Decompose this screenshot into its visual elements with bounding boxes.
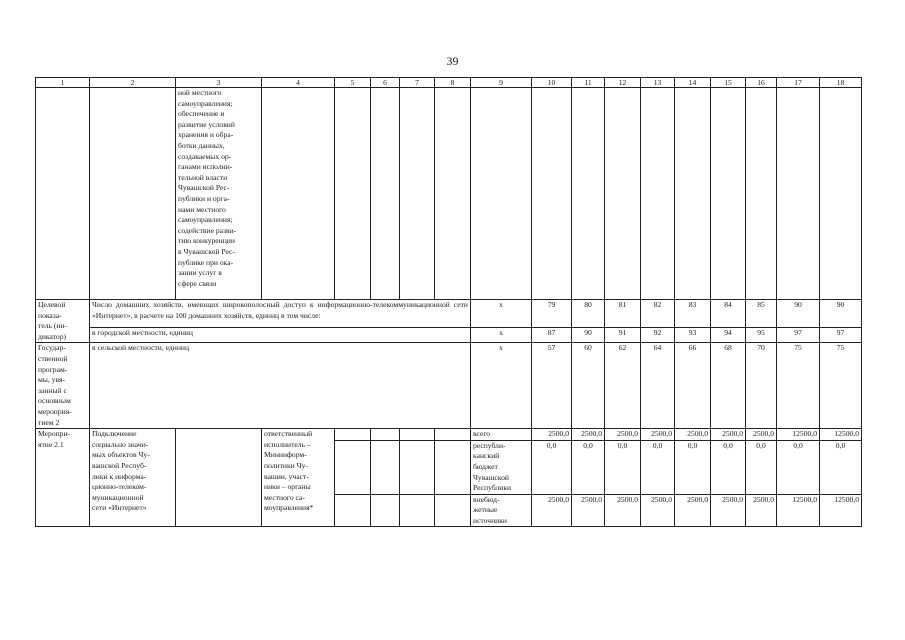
text-line: жетные — [473, 505, 498, 515]
text-line: мы, увя- — [38, 375, 66, 385]
funding-source-cell — [471, 429, 532, 441]
text-line: бюджет — [473, 461, 498, 471]
value-cell: 2500,0 — [711, 494, 746, 527]
column-header: 13 — [641, 78, 675, 88]
empty-cell — [400, 440, 435, 494]
value-cell: 91 — [605, 328, 641, 343]
value-cell: 0,0 — [532, 440, 572, 494]
column-header: 16 — [746, 78, 777, 88]
value-cell: 0,0 — [746, 440, 777, 494]
value-cell: 2500,0 — [711, 429, 746, 441]
text-line: ятие 2.1 — [38, 439, 64, 449]
empty-cell — [777, 88, 820, 300]
text-line: Меропри- — [38, 429, 71, 439]
text-line: зании услуг в — [178, 268, 222, 278]
activity-title-cell — [90, 429, 176, 527]
value-cell: 0,0 — [777, 440, 820, 494]
empty-cell — [532, 88, 572, 300]
value-cell: 80 — [572, 300, 605, 328]
value-cell: 12500,0 — [777, 494, 820, 527]
column-header: 1 — [36, 78, 90, 88]
text-line: показа- — [38, 310, 62, 320]
empty-cell — [400, 494, 435, 527]
empty-cell — [400, 88, 435, 300]
column-header: 9 — [471, 78, 532, 88]
value-cell: 90 — [777, 300, 820, 328]
value-cell: 2500,0 — [572, 494, 605, 527]
program-table — [35, 77, 862, 527]
empty-cell — [711, 88, 746, 300]
text-line: местного са- — [264, 492, 305, 502]
text-line: содействие разви- — [178, 225, 237, 235]
funding-source-cell — [471, 440, 532, 494]
text-line: социально значи- — [92, 439, 149, 449]
value-cell: 57 — [532, 343, 572, 429]
value-cell: 12500,0 — [820, 429, 862, 441]
text-line: ственной — [38, 353, 68, 363]
text-line: тель (ин- — [38, 321, 68, 331]
indicator-label-cell — [36, 343, 90, 429]
text-line: занный с — [38, 385, 67, 395]
value-cell: 95 — [746, 328, 777, 343]
text-line: сети «Интернет» — [92, 503, 147, 513]
text-line: муникационной — [92, 492, 144, 502]
value-cell: 79 — [532, 300, 572, 328]
value-cell: 87 — [532, 328, 572, 343]
value-cell: 85 — [746, 300, 777, 328]
text-line: канский — [473, 451, 500, 461]
text-line: тию конкуренции — [178, 236, 235, 246]
value-cell: 60 — [572, 343, 605, 429]
value-cell: 70 — [746, 343, 777, 429]
text-line: дикатор) — [38, 331, 67, 341]
value-cell: 82 — [641, 300, 675, 328]
value-cell: 2500,0 — [675, 494, 711, 527]
value-cell: 97 — [820, 328, 862, 343]
value-cell: 2500,0 — [605, 494, 641, 527]
indicator-row — [36, 300, 862, 328]
text-line: самоуправления; — [178, 98, 233, 108]
indicator-text: в городской местности, единиц — [90, 328, 471, 343]
value-cell: 12500,0 — [777, 429, 820, 441]
text-line: Чувашской — [473, 472, 509, 482]
value-cell: 2500,0 — [572, 429, 605, 441]
column-header: 12 — [605, 78, 641, 88]
value-cell: 64 — [641, 343, 675, 429]
indicator-row — [36, 343, 862, 429]
value-cell: 68 — [711, 343, 746, 429]
value-cell: 90 — [820, 300, 862, 328]
value-cell: 2500,0 — [532, 429, 572, 441]
value-cell: 75 — [820, 343, 862, 429]
indicator-text: в сельской местности, единиц — [90, 343, 471, 429]
empty-cell — [335, 88, 371, 300]
text-line: всего — [473, 429, 491, 439]
indicator-col9: х — [471, 328, 532, 343]
text-line: тием 2 — [38, 417, 60, 427]
empty-cell — [746, 88, 777, 300]
text-line: Целевой — [38, 300, 66, 309]
text-line: развитие условий — [178, 119, 235, 129]
empty-cell — [435, 440, 471, 494]
text-line: нами местного — [178, 204, 226, 214]
text-line: вашии, участ- — [264, 471, 309, 481]
indicator-label-cell — [36, 300, 90, 343]
value-cell: 92 — [641, 328, 675, 343]
value-cell: 2500,0 — [746, 494, 777, 527]
empty-cell — [90, 88, 176, 300]
text-line: обеспечение и — [178, 109, 225, 119]
continuation-row — [36, 88, 862, 300]
value-cell: 2500,0 — [532, 494, 572, 527]
text-line: республи- — [473, 440, 506, 450]
empty-cell — [435, 429, 471, 441]
value-cell: 12500,0 — [820, 494, 862, 527]
text-line: Подключение — [92, 429, 137, 439]
empty-cell — [176, 429, 262, 527]
empty-cell — [435, 494, 471, 527]
empty-cell — [335, 494, 371, 527]
text-line: ционно-телеком- — [92, 482, 147, 492]
value-cell: 0,0 — [641, 440, 675, 494]
value-cell: 0,0 — [820, 440, 862, 494]
text-line: публики и орга- — [178, 193, 230, 203]
value-cell: 2500,0 — [675, 429, 711, 441]
value-cell: 97 — [777, 328, 820, 343]
value-cell: 93 — [675, 328, 711, 343]
column-header: 14 — [675, 78, 711, 88]
empty-cell — [572, 88, 605, 300]
indicator-row — [36, 328, 862, 343]
column-header: 15 — [711, 78, 746, 88]
activity-row — [36, 429, 862, 441]
text-line: ганами исполни- — [178, 162, 233, 172]
empty-cell — [335, 429, 371, 441]
responsible-executor-cell — [262, 429, 335, 527]
text-line: ники – органы — [264, 482, 311, 492]
column-header: 18 — [820, 78, 862, 88]
value-cell: 83 — [675, 300, 711, 328]
column-header: 3 — [176, 78, 262, 88]
activity-number-cell — [36, 429, 90, 527]
text-line: хранения и обра- — [178, 130, 234, 140]
text-line: создаваемых ор- — [178, 151, 232, 161]
text-line: моуправления* — [264, 503, 314, 513]
empty-cell — [335, 440, 371, 494]
column-header: 11 — [572, 78, 605, 88]
value-cell: 62 — [605, 343, 641, 429]
value-cell: 0,0 — [675, 440, 711, 494]
text-line: Государ- — [38, 343, 66, 353]
value-cell: 0,0 — [605, 440, 641, 494]
column-header: 17 — [777, 78, 820, 88]
empty-cell — [641, 88, 675, 300]
text-line: програм- — [38, 364, 68, 374]
empty-cell — [371, 440, 400, 494]
empty-cell — [371, 88, 400, 300]
column-header: 7 — [400, 78, 435, 88]
text-line: самоуправления; — [178, 215, 233, 225]
text-line: исполнитель – — [264, 439, 311, 449]
text-line: Мининформ- — [264, 450, 307, 460]
text-line: ответственный — [264, 429, 313, 439]
text-line: ботки данных, — [178, 140, 225, 150]
indicator-col9: х — [471, 343, 532, 429]
value-cell: 2500,0 — [605, 429, 641, 441]
text-line: мых объектов Чу- — [92, 450, 150, 460]
value-cell: 0,0 — [572, 440, 605, 494]
column-header: 2 — [90, 78, 176, 88]
column-header-row — [36, 78, 862, 88]
text-line: публике при ока- — [178, 257, 234, 267]
text-line: тельной власти — [178, 172, 228, 182]
empty-cell — [400, 429, 435, 441]
text-line: ной местного — [178, 88, 222, 97]
value-cell: 66 — [675, 343, 711, 429]
text-line: вашской Респуб- — [92, 460, 147, 470]
text-line: политики Чу- — [264, 460, 308, 470]
text-line: в Чувашской Рес- — [178, 246, 235, 256]
value-cell: 81 — [605, 300, 641, 328]
tasks-description-cell — [176, 88, 262, 300]
text-line: Чувашской Рес- — [178, 183, 230, 193]
value-cell: 84 — [711, 300, 746, 328]
empty-cell — [605, 88, 641, 300]
indicator-text: Число домашних хозяйств, имеющих широкополосный доступ к информационно-телекоммуникационной сети «Интернет», в расчете на 100 домашних хозяйств, единиц в том числе: — [90, 300, 471, 328]
value-cell: 75 — [777, 343, 820, 429]
indicator-col9: х — [471, 300, 532, 328]
empty-cell — [471, 88, 532, 300]
value-cell: 90 — [572, 328, 605, 343]
empty-cell — [820, 88, 862, 300]
empty-cell — [435, 88, 471, 300]
empty-cell — [371, 494, 400, 527]
funding-source-cell — [471, 494, 532, 527]
text-line: внебюд- — [473, 494, 500, 504]
column-header: 6 — [371, 78, 400, 88]
text-line: основным — [38, 396, 71, 406]
text-line: Республики — [473, 483, 512, 493]
text-line: лики к информа- — [92, 471, 147, 481]
empty-cell — [371, 429, 400, 441]
value-cell: 2500,0 — [641, 429, 675, 441]
column-header: 4 — [262, 78, 335, 88]
empty-cell — [36, 88, 90, 300]
value-cell: 2500,0 — [641, 494, 675, 527]
column-header: 10 — [532, 78, 572, 88]
column-header: 8 — [435, 78, 471, 88]
empty-cell — [675, 88, 711, 300]
value-cell: 2500,0 — [746, 429, 777, 441]
text-line: мероприя- — [38, 406, 72, 416]
page-number: 39 — [446, 54, 459, 68]
value-cell: 94 — [711, 328, 746, 343]
value-cell: 0,0 — [711, 440, 746, 494]
text-line: источники — [473, 515, 507, 525]
column-header: 5 — [335, 78, 371, 88]
text-line: сфере связи — [178, 278, 217, 288]
empty-cell — [262, 88, 335, 300]
